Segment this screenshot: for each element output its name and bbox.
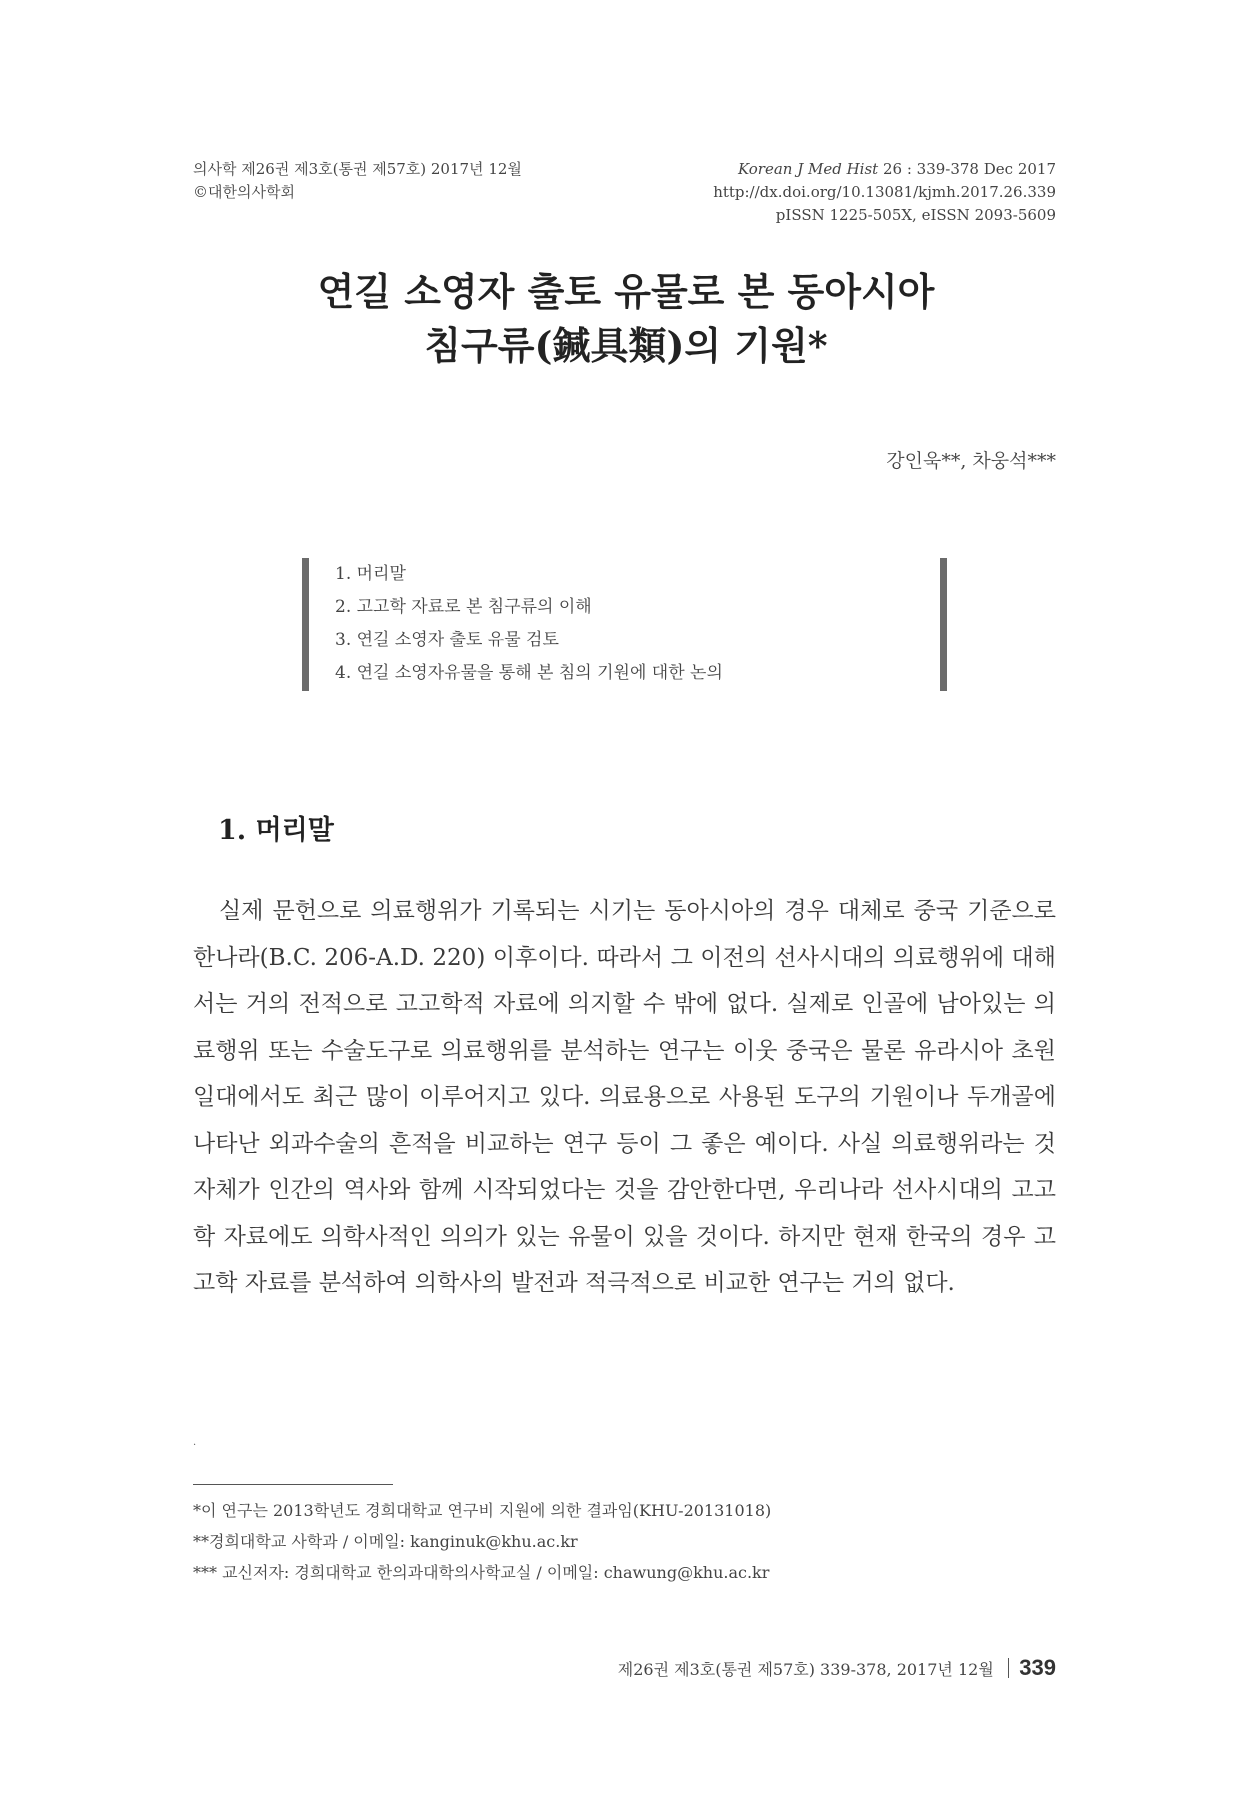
toc-bar-left <box>302 558 309 691</box>
doi-link[interactable]: http://dx.doi.org/10.13081/kjmh.2017.26.339 <box>713 183 1056 201</box>
footnotes <box>193 1495 771 1588</box>
journal-name: Korean J Med Hist <box>737 160 879 178</box>
footnote-funding: *이 연구는 2013학년도 경희대학교 연구비 지원에 의한 결과임(KHU-20131018) <box>193 1501 772 1520</box>
page-number: 339 <box>1019 1655 1056 1680</box>
journal-citation-line <box>713 158 1056 181</box>
toc-item: 4. 연길 소영자유물을 통해 본 침의 기원에 대한 논의 <box>335 663 723 683</box>
page-footer <box>618 1655 1056 1681</box>
toc-bar-right <box>940 558 947 691</box>
title-line-2: 침구류(鍼具類)의 기원* <box>424 323 828 368</box>
journal-issue-line: 의사학 제26권 제3호(통권 제57호) 2017년 12월 <box>193 160 522 178</box>
journal-header-korean <box>193 158 522 204</box>
journal-citation: 26 : 339-378 Dec 2017 <box>878 160 1056 178</box>
title-line-1: 연길 소영자 출토 유물로 본 동아시아 <box>317 269 935 314</box>
paper-title <box>0 265 1252 373</box>
section-heading: 1. 머리말 <box>218 815 334 846</box>
copyright-line: ©대한의사학회 <box>193 183 295 201</box>
toc-item: 2. 고고학 자료로 본 침구류의 이해 <box>335 597 592 617</box>
footnote-divider <box>193 1484 393 1485</box>
body-paragraph: 실제 문헌으로 의료행위가 기록되는 시기는 동아시아의 경우 대체로 중국 기준으로 한나라(B.C. 206-A.D. 220) 이후이다. 따라서 그 이전의 선사시대의 의료행위에 대해서는 거의 전적으로 고고학적 자료에 의지할 수 밖에 없다. 실제로 인골에 남아있는 의료행위 또는 수술도구로 의료행위를 분석하는 연구는 이웃 중국은 물론 유라시아 초원 일대에서도 최근 많이 이루어지고 있다. 의료용으로 사용된 도구의 기원이나 두개골에 나타난 외과수술의 흔적을 비교하는 연구 등이 그 좋은 예이다. 사실 의료행위라는 것 자체가 인간의 역사와 함께 시작되었다는 것을 감안한다면, 우리나라 선사시대의 고고학 자료에도 의학사적인 의의가 있는 유물이 있을 것이다. 하지만 현재 한국의 경우 고고학 자료를 분석하여 의학사의 발전과 적극적으로 비교한 연구는 거의 없다. <box>193 898 1056 1296</box>
toc-item: 1. 머리말 <box>335 564 406 584</box>
footnote-corresponding: *** 교신저자: 경희대학교 한의과대학의사학교실 / 이메일: chawung@khu.ac.kr <box>193 1563 770 1582</box>
table-of-contents <box>335 558 723 690</box>
footnote-author: **경희대학교 사학과 / 이메일: kanginuk@khu.ac.kr <box>193 1532 578 1551</box>
stray-mark: · <box>193 1440 197 1451</box>
issn-line: pISSN 1225-505X, eISSN 2093-5609 <box>775 206 1056 224</box>
toc-item: 3. 연길 소영자 출토 유물 검토 <box>335 630 559 650</box>
journal-header-english <box>713 158 1056 227</box>
authors: 강인욱**, 차웅석*** <box>886 450 1056 472</box>
footer-separator <box>1008 1658 1010 1678</box>
footer-citation: 제26권 제3호(통권 제57호) 339-378, 2017년 12월 <box>617 1659 994 1679</box>
